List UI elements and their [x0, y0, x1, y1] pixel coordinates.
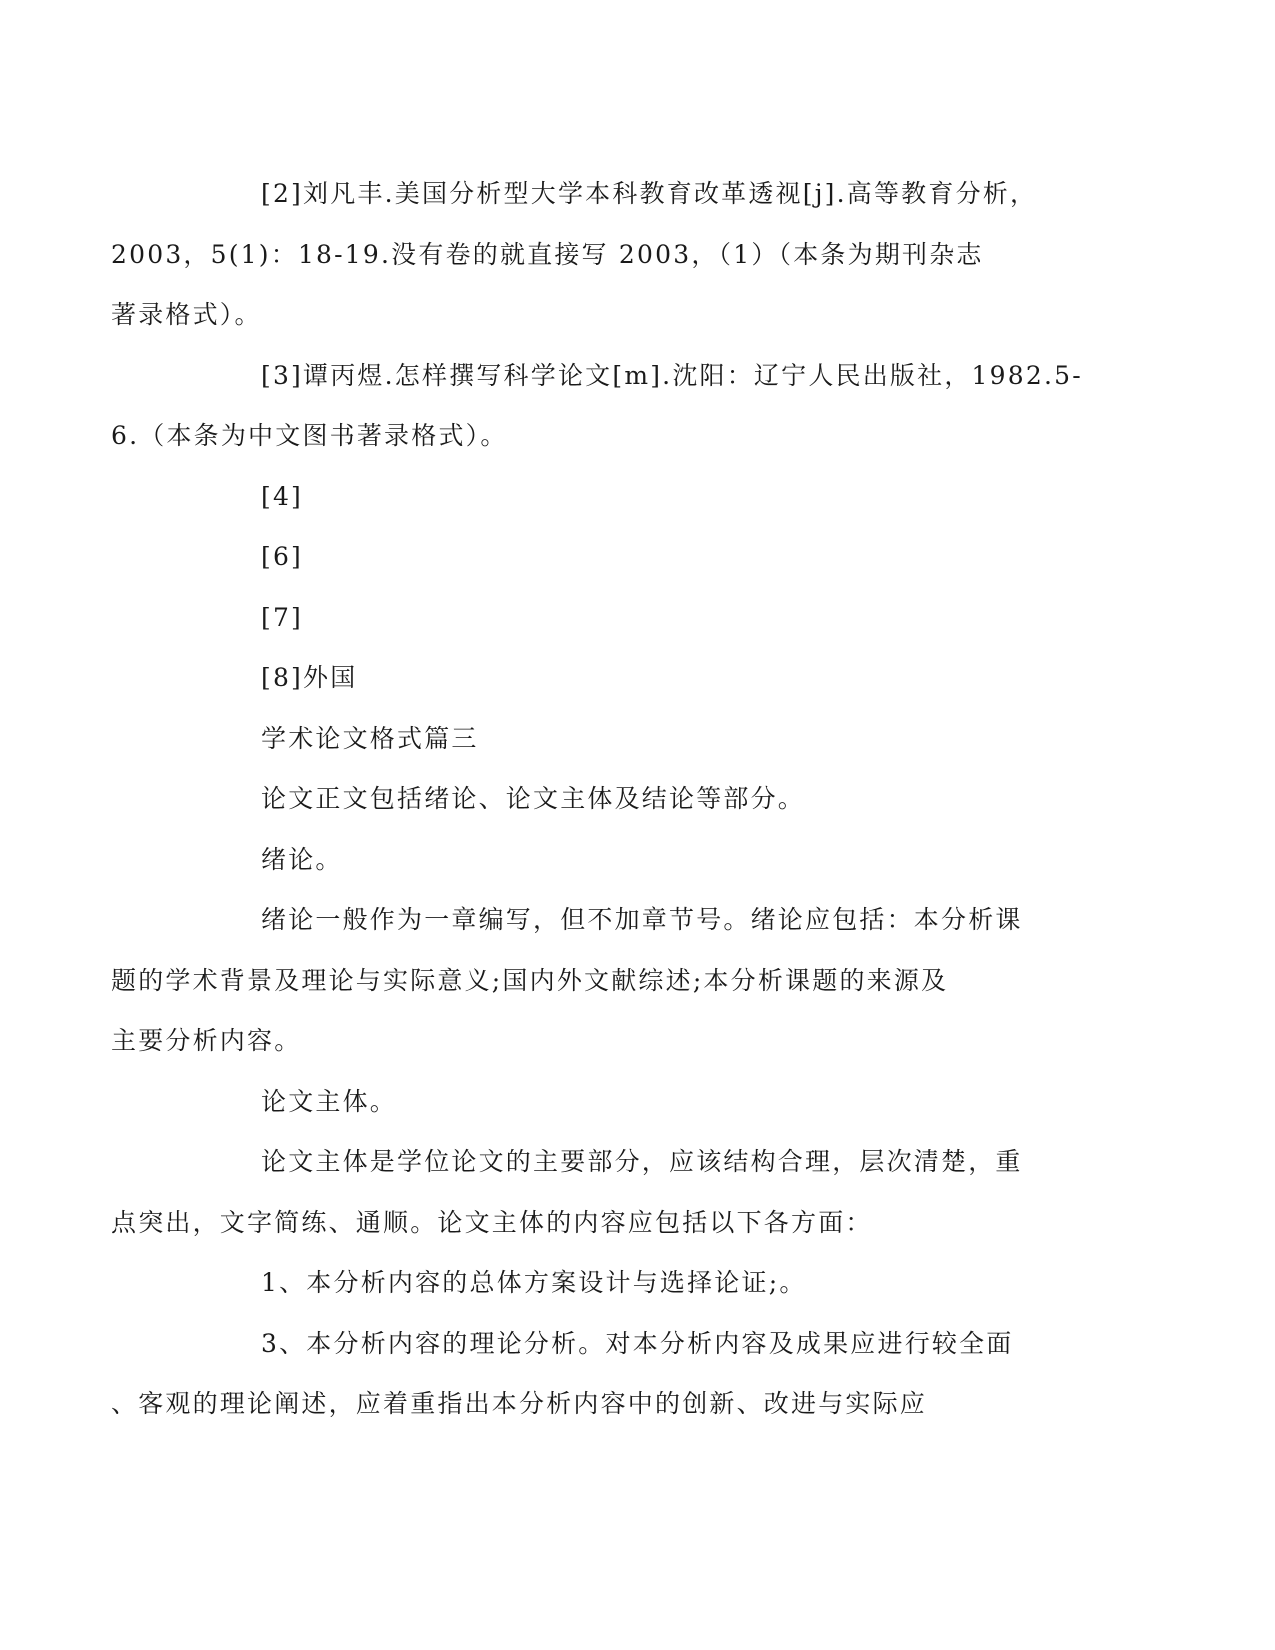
text-line: 题的学术背景及理论与实际意义;国内外文献综述;本分析课题的来源及 — [111, 965, 949, 995]
reference-6 — [186, 527, 1066, 588]
text-line: 3、本分析内容的理论分析。对本分析内容及成果应进行较全面 — [261, 1328, 1014, 1358]
reference-4 — [186, 467, 1066, 528]
body-paragraph — [111, 1132, 1066, 1253]
list-item — [186, 1253, 1066, 1314]
text-line: [2]刘凡丰.美国分析型大学本科教育改革透视[j].高等教育分析， — [261, 179, 1038, 208]
text-line: 著录格式）。 — [111, 300, 262, 329]
text-line: 、客观的理论阐述，应着重指出本分析内容中的创新、改进与实际应 — [111, 1389, 928, 1418]
subheading-introduction — [186, 830, 1066, 891]
section-heading — [186, 709, 1066, 770]
reference-2 — [111, 164, 1066, 346]
text-line: [3]谭丙煜.怎样撰写科学论文[m].沈阳：辽宁人民出版社，1982.5- — [261, 360, 1083, 390]
text-line: 主要分析内容。 — [111, 1026, 302, 1055]
text-line: [6] — [261, 542, 304, 571]
text-line: 论文主体是学位论文的主要部分，应该结构合理，层次清楚，重 — [261, 1147, 1023, 1176]
body-paragraph — [186, 769, 1066, 830]
text-line: [7] — [261, 602, 304, 632]
reference-8 — [186, 648, 1066, 709]
text-line: 论文主体。 — [261, 1086, 398, 1116]
text-line: 1、本分析内容的总体方案设计与选择论证;。 — [261, 1268, 807, 1297]
text-line: 6.（本条为中文图书著录格式）。 — [111, 421, 508, 450]
text-line: 点突出，文字简练、通顺。论文主体的内容应包括以下各方面： — [111, 1207, 873, 1237]
text-line: [8]外国 — [261, 663, 358, 692]
body-paragraph — [111, 890, 1066, 1072]
text-line: 2003，5(1)：18-19.没有卷的就直接写 2003，（1）（本条为期刊杂志 — [111, 239, 984, 269]
text-line: 学术论文格式篇三 — [261, 723, 479, 753]
document-body — [111, 164, 1083, 1435]
reference-7 — [186, 588, 1066, 649]
list-item — [111, 1314, 1066, 1435]
text-line: 论文正文包括绪论、论文主体及结论等部分。 — [261, 784, 806, 813]
text-line: 绪论。 — [261, 844, 343, 874]
subheading-main-body — [186, 1072, 1066, 1133]
reference-3 — [111, 346, 1083, 467]
text-line: 绪论一般作为一章编写，但不加章节号。绪论应包括：本分析课 — [261, 905, 1023, 934]
text-line: [4] — [261, 481, 304, 511]
